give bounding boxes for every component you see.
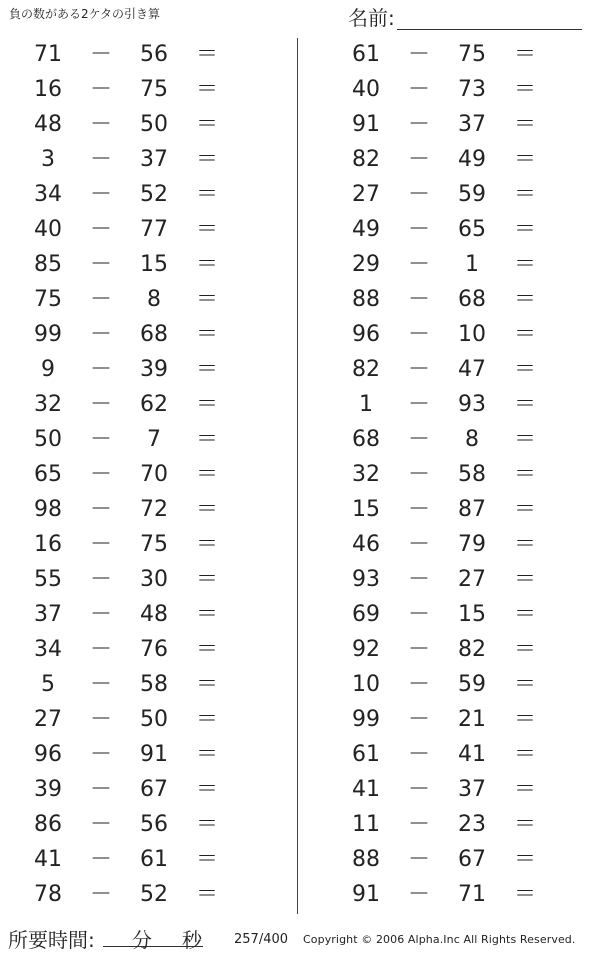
minus-sign: － [89,637,112,662]
equals-sign: ＝ [513,882,536,907]
subtrahend: 68 [140,322,168,347]
minuend: 99 [352,707,380,732]
equals-sign: ＝ [513,252,536,277]
seconds-label: 秒 [182,928,202,952]
problem-row [318,352,600,387]
worksheet-title: 負の数がある2ケタの引き算 [9,7,161,21]
equals-sign: ＝ [195,357,218,382]
problem-row [0,37,282,72]
subtrahend: 59 [458,182,486,207]
equals-sign: ＝ [513,42,536,67]
minus-sign: － [89,77,112,102]
subtrahend: 72 [140,497,168,522]
subtrahend: 37 [458,777,486,802]
problem-row [318,107,600,142]
minus-sign: － [407,777,430,802]
minuend: 37 [34,602,62,627]
minuend: 15 [352,497,380,522]
minus-sign: － [407,707,430,732]
problem-row [318,317,600,352]
problem-row [0,562,282,597]
minuend: 65 [34,462,62,487]
subtrahend: 93 [458,392,486,417]
subtrahend: 87 [458,497,486,522]
subtrahend: 75 [140,532,168,557]
minus-sign: － [407,322,430,347]
subtrahend: 1 [465,252,479,277]
minuend: 69 [352,602,380,627]
problem-row [0,667,282,702]
minuend: 68 [352,427,380,452]
problem-row [0,632,282,667]
name-field [348,6,582,30]
minus-sign: － [89,147,112,172]
minus-sign: － [89,742,112,767]
problem-row [0,282,282,317]
minus-sign: － [89,497,112,522]
subtrahend: 47 [458,357,486,382]
subtrahend: 75 [140,77,168,102]
subtrahend: 23 [458,812,486,837]
minus-sign: － [407,252,430,277]
subtrahend: 56 [140,42,168,67]
minuend: 96 [34,742,62,767]
problem-row [318,562,600,597]
subtrahend: 48 [140,602,168,627]
minus-sign: － [89,532,112,557]
minuend: 32 [34,392,62,417]
subtrahend: 59 [458,672,486,697]
equals-sign: ＝ [513,742,536,767]
problem-row [318,387,600,422]
problem-row [318,212,600,247]
subtrahend: 58 [140,672,168,697]
subtrahend: 49 [458,147,486,172]
minus-sign: － [89,427,112,452]
minuend: 27 [34,707,62,732]
minus-sign: － [89,182,112,207]
subtrahend: 68 [458,287,486,312]
minus-sign: － [407,567,430,592]
equals-sign: ＝ [513,847,536,872]
minuend: 39 [34,777,62,802]
minuend: 98 [34,497,62,522]
minus-sign: － [407,847,430,872]
minus-sign: － [89,322,112,347]
equals-sign: ＝ [513,357,536,382]
minus-sign: － [89,812,112,837]
subtrahend: 61 [140,847,168,872]
minuend: 16 [34,532,62,557]
problem-row [0,247,282,282]
subtrahend: 39 [140,357,168,382]
problem-row [318,527,600,562]
subtrahend: 77 [140,217,168,242]
minus-sign: － [89,882,112,907]
subtrahend: 15 [140,252,168,277]
equals-sign: ＝ [195,847,218,872]
equals-sign: ＝ [195,182,218,207]
minus-sign: － [407,182,430,207]
problem-row [0,72,282,107]
minuend: 55 [34,567,62,592]
problem-row [0,387,282,422]
equals-sign: ＝ [195,602,218,627]
equals-sign: ＝ [195,77,218,102]
problem-row [0,842,282,877]
minus-sign: － [407,812,430,837]
problem-row [318,282,600,317]
left-problem-column [0,37,282,912]
equals-sign: ＝ [513,812,536,837]
subtrahend: 10 [458,322,486,347]
minus-sign: － [407,112,430,137]
page-number: 257/400 [234,932,289,947]
minuend: 88 [352,287,380,312]
equals-sign: ＝ [513,497,536,522]
minuend: 1 [359,392,373,417]
minuend: 99 [34,322,62,347]
problem-row [318,632,600,667]
minuend: 61 [352,742,380,767]
subtrahend: 91 [140,742,168,767]
subtrahend: 30 [140,567,168,592]
problem-row [0,107,282,142]
minuend: 49 [352,217,380,242]
footer [0,922,600,952]
equals-sign: ＝ [513,532,536,557]
problem-row [318,702,600,737]
minus-sign: － [89,357,112,382]
column-divider [297,38,298,914]
equals-sign: ＝ [195,812,218,837]
minus-sign: － [89,287,112,312]
minus-sign: － [89,252,112,277]
equals-sign: ＝ [195,427,218,452]
equals-sign: ＝ [195,147,218,172]
equals-sign: ＝ [513,672,536,697]
subtrahend: 7 [147,427,161,452]
problem-row [318,177,600,212]
minuend: 85 [34,252,62,277]
problem-row [0,737,282,772]
equals-sign: ＝ [195,497,218,522]
minus-sign: － [407,217,430,242]
problem-row [318,667,600,702]
problem-row [0,597,282,632]
problem-row [0,492,282,527]
minuend: 92 [352,637,380,662]
subtrahend: 37 [140,147,168,172]
minus-sign: － [89,392,112,417]
minuend: 71 [34,42,62,67]
minuend: 86 [34,812,62,837]
minuend: 75 [34,287,62,312]
equals-sign: ＝ [195,252,218,277]
equals-sign: ＝ [513,217,536,242]
minuend: 91 [352,882,380,907]
problem-row [318,492,600,527]
time-required-label: 所要時間: [8,928,95,952]
minuend: 41 [352,777,380,802]
equals-sign: ＝ [195,217,218,242]
problem-row [0,212,282,247]
minus-sign: － [89,567,112,592]
minus-sign: － [89,112,112,137]
minus-sign: － [89,777,112,802]
problem-row [318,142,600,177]
problem-row [0,772,282,807]
subtrahend: 41 [458,742,486,767]
minuend: 27 [352,182,380,207]
problem-row [318,422,600,457]
problem-row [318,842,600,877]
minus-sign: － [407,637,430,662]
equals-sign: ＝ [195,532,218,557]
problem-row [318,37,600,72]
subtrahend: 65 [458,217,486,242]
name-label: 名前: [348,6,395,30]
minus-sign: － [407,147,430,172]
minuend: 78 [34,882,62,907]
minuend: 32 [352,462,380,487]
minuend: 91 [352,112,380,137]
minus-sign: － [89,707,112,732]
equals-sign: ＝ [195,567,218,592]
problem-row [0,702,282,737]
minuend: 16 [34,77,62,102]
minus-sign: － [407,392,430,417]
subtrahend: 82 [458,637,486,662]
minus-sign: － [407,462,430,487]
subtrahend: 79 [458,532,486,557]
minus-sign: － [407,357,430,382]
subtrahend: 15 [458,602,486,627]
equals-sign: ＝ [195,637,218,662]
subtrahend: 70 [140,462,168,487]
equals-sign: ＝ [195,287,218,312]
problem-row [0,142,282,177]
minuend: 93 [352,567,380,592]
problem-row [318,457,600,492]
minus-sign: － [407,672,430,697]
equals-sign: ＝ [195,672,218,697]
problem-row [0,877,282,912]
minus-sign: － [89,602,112,627]
problem-row [318,597,600,632]
equals-sign: ＝ [195,42,218,67]
minuend: 88 [352,847,380,872]
equals-sign: ＝ [195,322,218,347]
equals-sign: ＝ [513,777,536,802]
problem-row [0,527,282,562]
equals-sign: ＝ [195,392,218,417]
subtrahend: 8 [147,287,161,312]
problem-row [318,807,600,842]
minus-sign: － [407,532,430,557]
minus-sign: － [89,847,112,872]
minuend: 82 [352,147,380,172]
subtrahend: 37 [458,112,486,137]
name-input-line[interactable] [397,9,582,30]
problem-row [318,247,600,282]
equals-sign: ＝ [513,77,536,102]
minuend: 48 [34,112,62,137]
minus-sign: － [407,882,430,907]
subtrahend: 67 [140,777,168,802]
problem-row [0,807,282,842]
minus-sign: － [407,42,430,67]
minuend: 82 [352,357,380,382]
subtrahend: 8 [465,427,479,452]
minuend: 61 [352,42,380,67]
subtrahend: 75 [458,42,486,67]
equals-sign: ＝ [513,182,536,207]
right-problem-column [318,37,600,912]
equals-sign: ＝ [513,322,536,347]
minuend: 9 [41,357,55,382]
equals-sign: ＝ [513,567,536,592]
problem-row [0,177,282,212]
problem-row [0,422,282,457]
equals-sign: ＝ [513,427,536,452]
subtrahend: 71 [458,882,486,907]
subtrahend: 27 [458,567,486,592]
minuend: 34 [34,182,62,207]
equals-sign: ＝ [195,777,218,802]
minus-sign: － [407,427,430,452]
problem-row [0,352,282,387]
minus-sign: － [407,77,430,102]
minus-sign: － [89,42,112,67]
equals-sign: ＝ [195,112,218,137]
minuend: 46 [352,532,380,557]
minutes-label: 分 [132,928,152,952]
subtrahend: 50 [140,112,168,137]
minuend: 50 [34,427,62,452]
equals-sign: ＝ [513,602,536,627]
minuend: 29 [352,252,380,277]
minuend: 96 [352,322,380,347]
subtrahend: 73 [458,77,486,102]
problem-row [318,737,600,772]
equals-sign: ＝ [513,462,536,487]
minus-sign: － [89,217,112,242]
problem-row [318,72,600,107]
equals-sign: ＝ [195,707,218,732]
minus-sign: － [89,672,112,697]
equals-sign: ＝ [195,462,218,487]
equals-sign: ＝ [513,637,536,662]
problem-row [318,772,600,807]
copyright-notice: Copyright © 2006 Alpha.Inc All Rights Reserved. [303,933,576,946]
minus-sign: － [407,602,430,627]
minuend: 5 [41,672,55,697]
minus-sign: － [407,287,430,312]
equals-sign: ＝ [513,147,536,172]
minuend: 10 [352,672,380,697]
minus-sign: － [407,742,430,767]
subtrahend: 56 [140,812,168,837]
minus-sign: － [89,462,112,487]
equals-sign: ＝ [195,742,218,767]
equals-sign: ＝ [195,882,218,907]
subtrahend: 62 [140,392,168,417]
subtrahend: 58 [458,462,486,487]
problem-row [318,877,600,912]
subtrahend: 52 [140,182,168,207]
minuend: 41 [34,847,62,872]
problem-row [0,457,282,492]
minuend: 40 [352,77,380,102]
equals-sign: ＝ [513,112,536,137]
subtrahend: 21 [458,707,486,732]
minuend: 11 [352,812,380,837]
equals-sign: ＝ [513,707,536,732]
subtrahend: 76 [140,637,168,662]
subtrahend: 52 [140,882,168,907]
subtrahend: 67 [458,847,486,872]
minuend: 34 [34,637,62,662]
problem-row [0,317,282,352]
equals-sign: ＝ [513,287,536,312]
minuend: 3 [41,147,55,172]
subtrahend: 50 [140,707,168,732]
equals-sign: ＝ [513,392,536,417]
minuend: 40 [34,217,62,242]
minus-sign: － [407,497,430,522]
